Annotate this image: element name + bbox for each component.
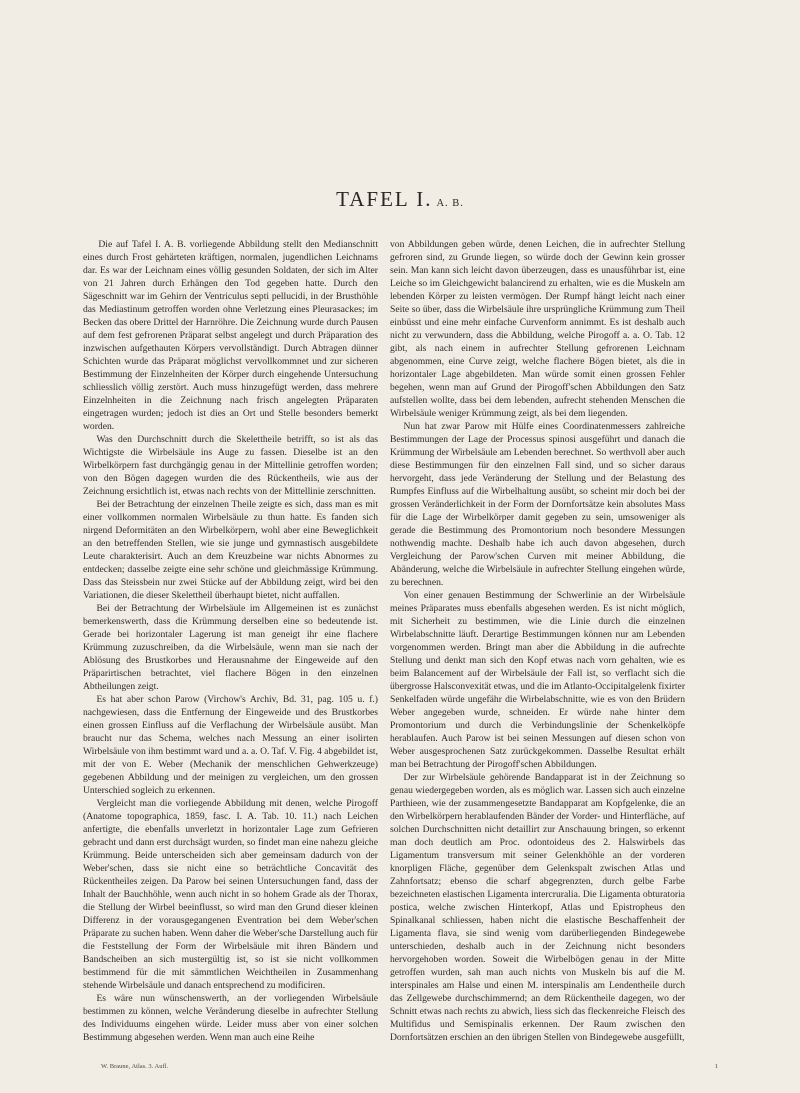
paragraph: Es wäre nun wünschenswerth, an der vorliegenden Wirbelsäule bestimmen zu können, welche Veränderung dieselbe in aufrechter Stellung des Individuums eingehen würde. Leider muss aber von einer solchen Bestimmung abgesehen werden. Wenn man auch eine Reihe [83, 993, 378, 1043]
paragraph: Bei der Betrachtung der Wirbelsäule im Allgemeinen ist es zunächst bemerkenswerth, dass die Krümmung derselben eine so bedeutende ist. Gerade bei horizontaler Lagerung ist man geneigt ihr eine flachere Krümmung zuzuschreiben, da die Wirbelsäule, wenn man sie nach der Ablösung des Brustkorbes und Herausnahme der Eingeweide auf den Präparirtischen betrachtet, viel flachere Bögen in den einzelnen Abtheilungen zeigt. [83, 603, 378, 692]
page-footer [101, 1063, 718, 1070]
paragraph: Es hat aber schon Parow (Virchow's Archiv, Bd. 31, pag. 105 u. f.) nachgewiesen, dass die Entfernung der Eingeweide und des Brustkorbes einen grossen Einfluss auf die Verflachung der Wirbelsäule ausübt. Man braucht nur das Schema, welches nach Messung an einer isolirten Wirbelsäule von ihm bestimmt ward und a. a. O. Taf. V. Fig. 4 abgebildet ist, mit der von E. Weber (Mechanik der menschlichen Gehwerkzeuge) gegebenen Abbildung und der meinigen zu vergleichen, um den grossen Unterschied sogleich zu erkennen. [83, 694, 378, 796]
paragraph: Was den Durchschnitt durch die Skelettheile betrifft, so ist als das Wichtigste die Wirbelsäule ins Auge zu fassen. Dieselbe ist an den Wirbelkörpern fast durchgängig genau in der Mittellinie getroffen worden; von den Bögen dagegen wurden die des Rückentheils, wie aus der Zeichnung ersichtlich ist, etwas nach rechts von der Mittellinie zerschnitten. [83, 434, 378, 497]
paragraph: Bei der Betrachtung der einzelnen Theile zeigte es sich, dass man es mit einer vollkommen normalen Wirbelsäule zu thun hatte. Es fanden sich nirgend Deformitäten an den Wirbelkörpern, wohl aber eine Beweglichkeit an den betreffenden Stellen, wie sie junge und gymnastisch ausgebildete Leute charakterisirt. Auch an dem Kreuzbeine war nichts Abnormes zu entdecken; dasselbe zeigte eine sehr schöne und gleichmässige Krümmung. Dass das Steissbein nur zwei Stücke auf der Abbildung zeigt, wird bei den Variationen, die dieser Skelettheil überhaupt bietet, nicht auffallen. [83, 499, 378, 601]
paragraph: Von einer genauen Bestimmung der Schwerlinie an der Wirbelsäule meines Präparates muss ebenfalls abgesehen werden. Es ist nicht möglich, mit Sicherheit zu bestimmen, wie die Linie durch die einzelnen Wirbelabschnitte läuft. Derartige Bestimmungen können nur am Lebenden vorgenommen werden. Bringt man aber die Abbildung in die aufrechte Stellung und denkt man sich den Kopf etwas nach vorn gehalten, wie es beim Balancement auf der Wirbelsäule der Fall ist, so verflacht sich die übergrosse Halsconvexität etwas, und die im Atlanto-Occipitalgelenk fixirter Senkelfaden würde ungefähr die Wirbelabschnitte, wie es von den Brüdern Weber angegeben wurde, schneiden. Er würde nahe hinter dem Promontorium und durch die Verbindungslinie der Schenkelköpfe herablaufen. Auch Parow ist bei seinen Messungen auf diesen schon von Weber ausgesprochenen Satz zurückgekommen. Dasselbe Resultat erhält man bei Betrachtung der Pirogoff'schen Abbildungen. [390, 590, 686, 770]
paragraph: Nun hat zwar Parow mit Hülfe eines Coordinatenmessers zahlreiche Bestimmungen der Lage der Processus spinosi ausgeführt und danach die Krümmung der Wirbelsäule am Lebenden berechnet. So werthvoll aber auch diese Bestimmungen für den einzelnen Fall sind, und so sicher daraus hervorgeht, dass jede Veränderung der Stellung und der Belastung des Rumpfes Einfluss auf die Wirbelhaltung ausübt, so scheint mir doch bei der grossen Veränderlichkeit in der Form der Dornfortsätze kein absolutes Mass für die Lage der Wirbelkörper damit gegeben zu sein, umsoweniger als gerade die Bestimmung des Promontorium noch besondere Messungen nothwendig machte. Deshalb habe ich auch davon abgesehen, durch Vergleichung der Parow'schen Curven mit meiner Abbildung, die Abänderung, welche die Wirbelsäule in aufrechter Stellung eingehen würde, zu berechnen. [390, 421, 685, 588]
plate-title-sub: A. B. [436, 198, 464, 209]
footer-source: W. Braune, Atlas. 3. Aufl. [101, 1063, 169, 1070]
paragraph: Vergleicht man die vorliegende Abbildung mit denen, welche Pirogoff (Anatome topographica, 1859, fasc. I. A. Tab. 10. 11.) nach Leichen anfertigte, die ebenfalls unverletzt in horizontaler Lage zum Gefrieren gebracht und dann erst durchsägt wurden, so findet man eine nahezu gleiche Krümmung. Beide unterscheiden sich aber gemeinsam dadurch von der Weber'schen, dass sie nicht eine so beträchtliche Concavität des Rückentheiles zeigen. Da Parow bei seinen Untersuchungen fand, dass der Inhalt der Bauchhöhle, wenn auch nicht in so hohem Grade als der Thorax, die Stellung der Wirbel beeinflusst, so wird man den Grund dieser kleinen Differenz in der vorausgegangenen Eventration bei dem Weber'schen Präparate zu suchen haben. Wenn daher die Weber'sche Darstellung auch für die Feststellung der Form der Wirbelsäule mit ihren Bändern und Bandscheiben an sich mustergültig ist, so ist sie nicht vollkommen bestimmend für die mit sämmtlichen Weichtheilen in Zusammenhang stehende Wirbelsäule und danach entsprechend zu modificiren. [83, 798, 378, 991]
plate-title-main: TAFEL I. [336, 187, 433, 211]
left-column [83, 238, 378, 1044]
right-column [390, 238, 685, 1044]
page-number: 1 [714, 1063, 718, 1070]
paragraph: Die auf Tafel I. A. B. vorliegende Abbildung stellt den Medianschnitt eines durch Frost gehärteten kräftigen, normalen, jugendlichen Leichnams dar. Es war der Leichnam eines völlig gesunden Soldaten, der sich im Alter von 21 Jahren durch Erhängen den Tod gegeben hatte. Durch den Sägeschnitt war im Gehirn der Ventriculus septi pellucidi, in der Brusthöhle das Mediastinum getroffen worden ohne Verletzung eines Pleurasackes; im Becken das obere Drittel der Harnröhre. Die Zeichnung wurde durch Pausen auf dem fest gefrorenen Präparat selbst angelegt und durch Präparation des inzwischen aufgethauten Körpers vervollständigt. Durch Abtragen dünner Schichten wurde das Präparat möglichst vervollkommnet und zur sicheren Bestimmung der Einzelnheiten der Körper durch eingehende Untersuchung schliesslich völlig zerstört. Auch muss hinzugefügt werden, dass mehrere Einzelnheiten in die Zeichnung nach frisch angelegten Präparaten eingetragen wurden; jedoch ist dies an Ort und Stelle besonders bemerkt worden. [83, 239, 378, 432]
paragraph: Der zur Wirbelsäule gehörende Bandapparat ist in der Zeichnung so genau wiedergegeben worden, als es möglich war. Lassen sich auch einzelne Parthieen, wie der zusammengesetzte Bandapparat am Kopfgelenke, die an den Wirbelkörpern herablaufenden Bänder der Vorder- und Hinterfläche, auf solchen Durchschnitten nicht detaillirt zur Anschauung bringen, so erkennt man doch deutlich am Proc. odontoideus des 2. Halswirbels das Ligamentum transversum mit seiner Gelenkhöhle an der vorderen knorpligen Fläche, gegenüber dem Gelenkspalt zwischen Atlas und Zahnfortsatz; ebenso die scharf abgegrenzten, durch gelbe Farbe bezeichneten elastischen Ligamenta intercruralia. Die Ligamenta obturatoria postica, welche zwischen Hinterkopf, Atlas und Epistropheus den Spinalkanal schliessen, haben nicht die elastische Beschaffenheit der Ligamenta flava, sie sind wenig vom darüberliegenden Bindegewebe unterschieden, deshalb auch in der Zeichnung nicht besonders hervorgehoben worden. Soweit die Wirbelbögen genau in der Mitte getroffen wurden, sah man auch nichts von Muskeln bis auf die M. interspinales am Halse und einen M. interspinalis am Lendentheile durch das Zellgewebe durchschimmernd; an dem Rückentheile dagegen, wo der Schnitt etwas nach rechts zu abwich, liess sich das fleckenreiche Fleisch des Multifidus und Semispinalis erkennen. Der Raum zwischen den Dornfortsätzen erschien an den übrigen Stellen von Bindegewebe ausgefüllt, [390, 772, 685, 1043]
plate-title [0, 187, 800, 212]
paragraph: von Abbildungen geben würde, denen Leichen, die in aufrechter Stellung gefroren sind, zu Grunde liegen, so würde doch der Gewinn kein grosser sein. Man kann sich leicht davon überzeugen, dass es unausführbar ist, eine Leiche so im Gleichgewicht balancirend zu erhalten, wie es die Muskeln am lebenden Körper zu leisten vermögen. Der Rumpf hängt leicht nach einer Seite so über, dass die Wirbelsäule ihre ursprüngliche Krümmung zum Theil einbüsst und eine mehr einfache Curvenform annimmt. Es ist deshalb auch nicht zu verwundern, dass die Abbildung, welche Pirogoff a. a. O. Tab. 12 gibt, als nach einem in aufrechter Stellung gefrorenen Leichnam abgenommen, eine Curve zeigt, welche flachere Bögen bietet, als die in horizontaler Lage abgebildeten. Man würde somit einen grossen Fehler begehen, wenn man auf Grund der Pirogoff'schen Abbildungen den Satz aufstellen wollte, dass bei dem lebenden, aufrecht stehenden Menschen die Wirbelsäule weniger Krümmung zeigt, als bei dem liegenden. [390, 239, 685, 419]
